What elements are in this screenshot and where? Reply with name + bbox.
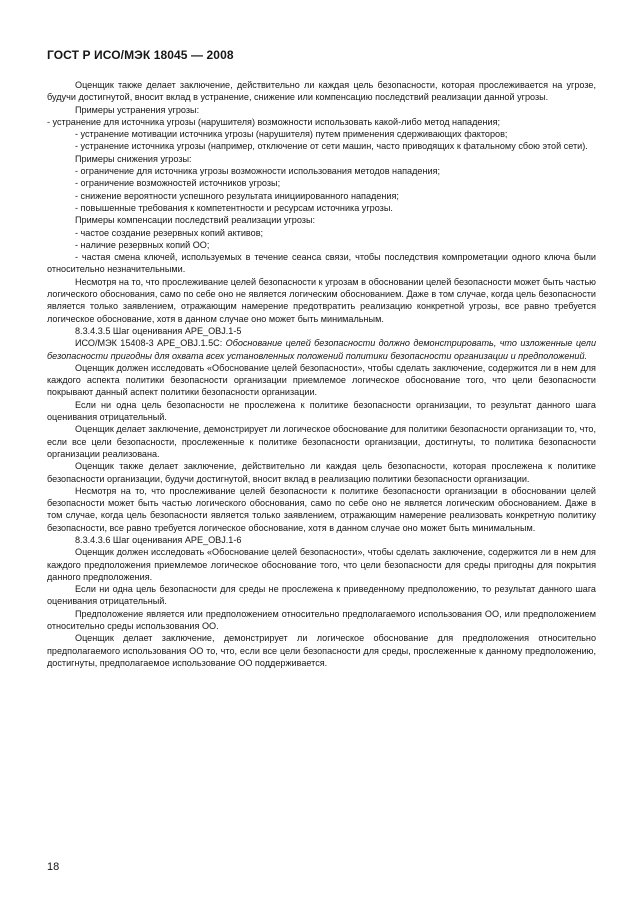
paragraph — [47, 337, 596, 362]
paragraph: Оценщик должен исследовать «Обоснование целей безопасности», чтобы сделать заключение, содержится ли в нем для каждого предположения приемлемое логическое обоснование того, что цели безопасности для среды пригодны для покрытия данного предположения. — [47, 547, 596, 582]
paragraph: Оценщик делает заключение, демонстрирует ли логическое обоснование для предположения относительно предполагаемого использования ОО то, что, если все цели безопасности для среды, прослеженные к данному предположению, достигнуты, предполагаемое использование ОО поддерживается. — [47, 633, 596, 668]
section-heading: 8.3.4.3.6 Шаг оценивания APE_OBJ.1-6 — [75, 534, 242, 545]
document-body — [47, 79, 596, 669]
paragraph: Оценщик делает заключение, демонстрирует ли логическое обоснование для политики безопасности организации то, что, если все цели безопасности, прослеженные к политике безопасности организации, достигнуты, то политика безопасности организации реализована. — [47, 424, 596, 459]
paragraph: Если ни одна цель безопасности не прослежена к политике безопасности организации, то результат данного шага оценивания отрицательный. — [47, 399, 596, 423]
paragraph: Примеры компенсации последствий реализации угрозы: — [75, 215, 316, 226]
list-item: - ограничение возможностей источников угрозы; — [75, 178, 281, 189]
list-item: - ограничение для источника угрозы возможности использования методов нападения; — [75, 166, 441, 177]
requirement-text: Обоснование целей безопасности должно демонстрировать, что изложенные цели безопасности пригодны для охвата всех установленных положений политики безопасности организации и предположений. — [47, 338, 596, 361]
paragraph: Примеры устранения угрозы: — [75, 104, 200, 115]
list-item: - устранение для источника угрозы (нарушителя) возможности использовать какой-либо метод нападения; — [47, 116, 501, 127]
paragraph: Несмотря на то, что прослеживание целей безопасности к политике безопасности организации в обосновании целей безопасности может быть частью логического обоснования, само по себе оно не является логическим обоснованием. Даже в том случае, когда цель безопасности является только заявлением, отражающим намерение реализовать конкретную политику безопасности, все равно требуется логическое обоснование, хотя в данном случае оно может быть минимальным. — [47, 485, 596, 533]
list-item: - повышенные требования к компетентности и ресурсам источника угрозы. — [75, 202, 393, 213]
paragraph: Оценщик также делает заключение, действительно ли каждая цель безопасности, которая прослежена к политике безопасности организации, будучи достигнутой, вносит вклад в реализацию политики безопасности организации. — [47, 461, 596, 484]
paragraph: Несмотря на то, что прослеживание целей безопасности к угрозам в обосновании целей безопасности может быть частью логического обоснования, само по себе оно не является логическим обоснованием. Даже в том случае, когда цель безопасности является только заявлением, отражающим намерение предотвратить реализацию конкретной угрозы, все равно требуется логическое обоснование, хотя в данном случае оно может быть минимальным. — [47, 276, 596, 324]
list-item: - частое создание резервных копий активов; — [75, 227, 264, 238]
paragraph: Оценщик также делает заключение, действительно ли каждая цель безопасности, которая прослеживается на угрозе, будучи достигнутой, вносит вклад в устранение, снижение или компенсацию последствий реализации данной угрозы. — [47, 80, 596, 103]
list-item: - наличие резервных копий ОО; — [75, 239, 210, 250]
paragraph: Если ни одна цель безопасности для среды не прослежена к приведенному предположению, то результат данного шага оценивания отрицательный. — [47, 584, 596, 607]
list-item: - снижение вероятности успешного результата инициированного нападения; — [75, 190, 399, 201]
list-item: - устранение источника угрозы (например, отключение от сети машин, часто приводящих к фатальному сбою этой сети). — [75, 141, 588, 152]
section-heading: 8.3.4.3.5 Шаг оценивания APE_OBJ.1-5 — [75, 325, 242, 336]
document-header: ГОСТ Р ИСО/МЭК 18045 — 2008 — [47, 48, 234, 62]
list-item: - устранение мотивации источника угрозы (нарушителя) путем применения сдерживающих факторов; — [75, 129, 508, 140]
paragraph: Примеры снижения угрозы: — [75, 153, 192, 164]
paragraph: Предположение является или предположением относительно предполагаемого использования ОО, или предположением относительно среды использования ОО. — [47, 608, 596, 632]
page-number: 18 — [47, 861, 60, 873]
list-item: - частая смена ключей, используемых в течение сеанса связи, чтобы последствия компрометации одного ключа были относительно незначительными. — [47, 252, 596, 275]
paragraph: Оценщик должен исследовать «Обоснование целей безопасности», чтобы сделать заключение, содержится ли в нем для каждого аспекта политики безопасности организации приемлемое логическое обоснование того, что цели безопасности покрывают данный аспект политики безопасности организации. — [47, 362, 596, 398]
requirement-ref: ИСО/МЭК 15408-3 APE_OBJ.1.5C: — [75, 338, 223, 349]
